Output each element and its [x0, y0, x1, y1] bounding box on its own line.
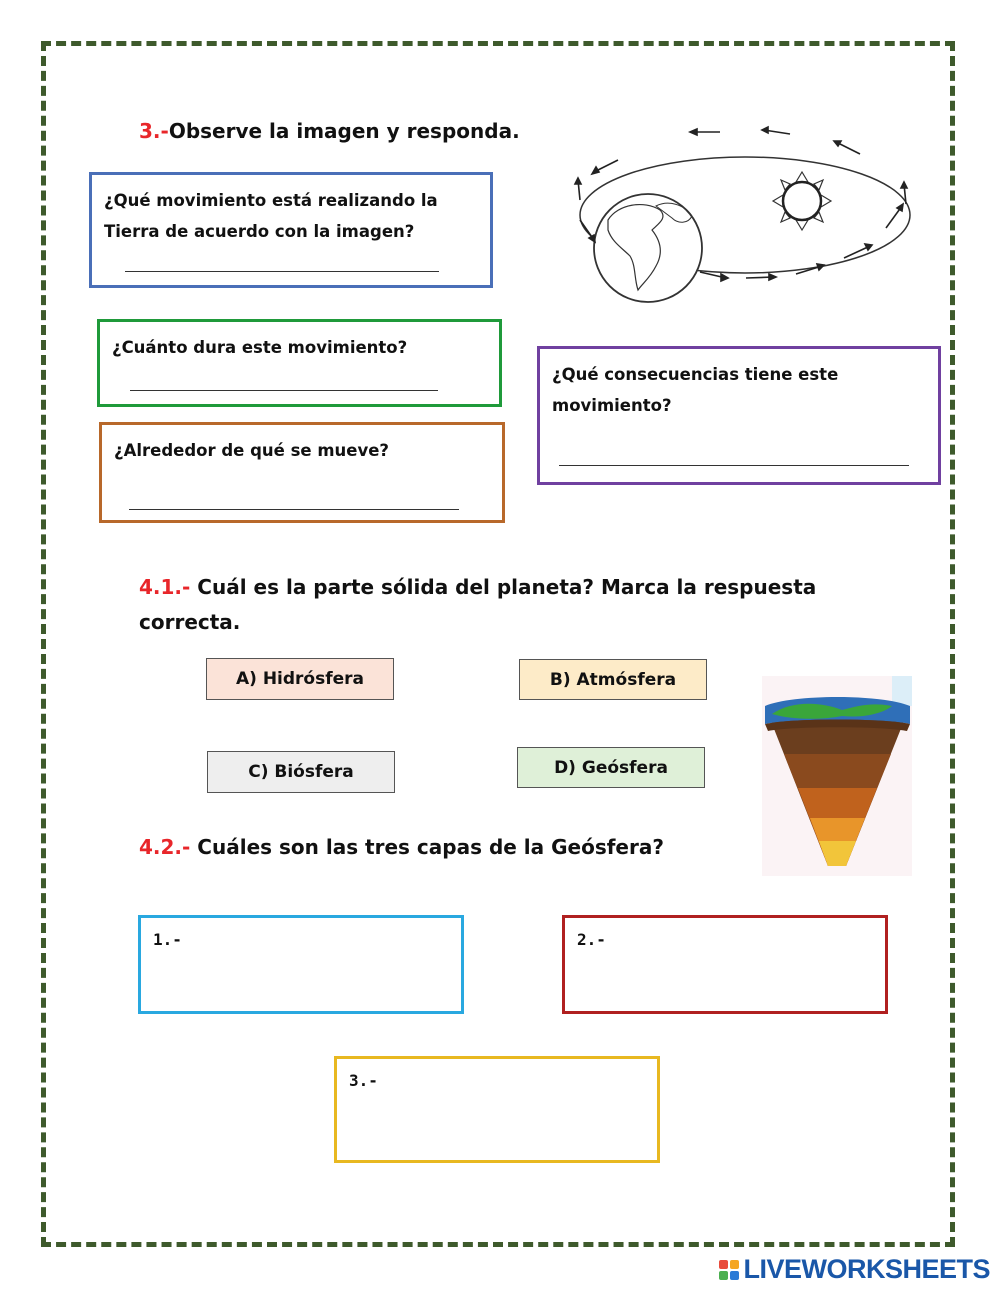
question-box-around	[99, 422, 505, 523]
answer-line[interactable]	[125, 271, 439, 272]
logo-icon	[719, 1260, 739, 1280]
question-text: ¿Cuánto dura este movimiento?	[112, 338, 408, 357]
answer-line[interactable]	[559, 465, 909, 466]
question-box-movement	[89, 172, 493, 288]
question-text: ¿Qué consecuencias tiene este movimiento?	[552, 365, 839, 415]
earth-orbit-illustration	[560, 120, 920, 310]
section3-number: 3.-	[139, 119, 169, 143]
liveworksheets-logo	[719, 1254, 990, 1285]
section42-title: Cuáles son las tres capas de la Geósfera?	[197, 835, 664, 859]
option-b-button[interactable]: B) Atmósfera	[519, 659, 707, 700]
answer-label: 3.-	[349, 1071, 378, 1090]
question-box-duration	[97, 319, 502, 407]
answer-line[interactable]	[129, 509, 459, 510]
question-text: ¿Qué movimiento está realizando la Tierra de acuerdo con la imagen?	[104, 191, 438, 241]
answer-box-3[interactable]	[334, 1056, 660, 1163]
section42-number: 4.2.-	[139, 835, 191, 859]
question-text: ¿Alrededor de qué se mueve?	[114, 441, 389, 460]
section41-title-cont: correcta.	[139, 610, 241, 634]
section3-title: Observe la imagen y responda.	[168, 119, 520, 143]
earth-layers-illustration	[762, 676, 912, 876]
earth-icon	[594, 194, 702, 302]
answer-label: 2.-	[577, 930, 606, 949]
option-c-button[interactable]: C) Biósfera	[207, 751, 395, 793]
answer-line[interactable]	[130, 390, 438, 391]
brand-name: LIVEWORKSHEETS	[743, 1254, 990, 1284]
answer-label: 1.-	[153, 930, 182, 949]
option-d-button[interactable]: D) Geósfera	[517, 747, 705, 788]
answer-box-1[interactable]	[138, 915, 464, 1014]
sun-icon	[773, 172, 831, 230]
section41-number: 4.1.-	[139, 575, 191, 599]
section3-heading	[139, 119, 520, 143]
option-a-button[interactable]: A) Hidrósfera	[206, 658, 394, 700]
answer-box-2[interactable]	[562, 915, 888, 1014]
section42-heading	[139, 835, 664, 859]
section41-title: Cuál es la parte sólida del planeta? Marca la respuesta	[197, 575, 817, 599]
section41-heading	[139, 570, 816, 640]
question-box-consequences	[537, 346, 941, 485]
